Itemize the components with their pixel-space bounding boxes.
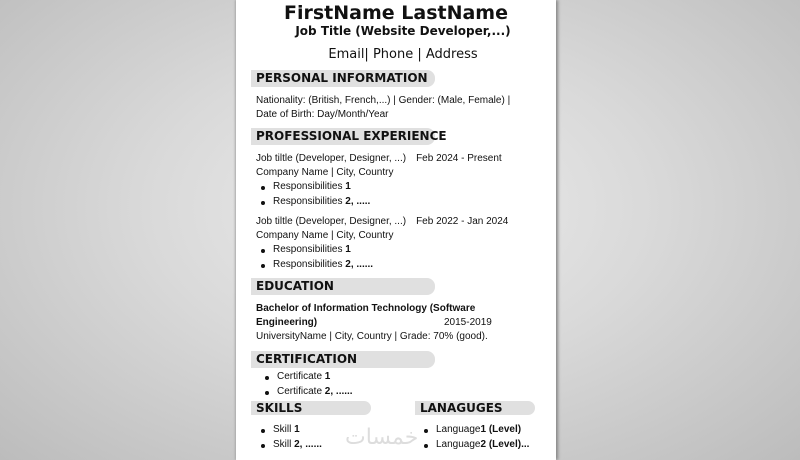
list-item: Responsibilities 2, ..... [256, 196, 370, 211]
section-certification: CERTIFICATION [251, 351, 435, 368]
section-personal-information: PERSONAL INFORMATION [251, 70, 435, 87]
skills-list [256, 424, 322, 453]
job-title: Job Title (Website Developer,...) [295, 24, 511, 38]
job-1-responsibilities [256, 181, 370, 210]
job-1-dates: Feb 2024 - Present [416, 153, 502, 164]
list-item: Responsibilities 1 [256, 244, 373, 259]
job-1-role: Job tiltle (Developer, Designer, ...) [256, 153, 407, 164]
personal-line-1: Nationality: (British, French,...) | Gender: (Male, Female) | [256, 95, 511, 106]
full-name: FirstName LastName [283, 2, 508, 24]
education-details: UniversityName | City, Country | Grade: 70% (good). [256, 331, 488, 342]
section-languages: LANAGUGES [415, 401, 535, 415]
personal-line-2: Date of Birth: Day/Month/Year [256, 109, 389, 120]
list-item: Certificate 1 [260, 371, 353, 386]
section-education: EDUCATION [251, 278, 435, 295]
job-2-responsibilities [256, 244, 373, 273]
list-item: Certificate 2, ...... [260, 386, 353, 401]
list-item: Responsibilities 1 [256, 181, 370, 196]
job-2-role: Job tiltle (Developer, Designer, ...) [256, 216, 407, 227]
resume-page [236, 0, 556, 460]
section-professional-experience: PROFESSIONAL EXPERIENCE [251, 128, 435, 145]
list-item: Skill 1 [256, 424, 322, 439]
languages-list [419, 424, 529, 453]
list-item: Skill 2, ...... [256, 439, 322, 454]
job-2-company: Company Name | City, Country [256, 230, 394, 241]
job-2-dates: Feb 2022 - Jan 2024 [416, 216, 509, 227]
education-years: 2015-2019 [444, 317, 492, 328]
section-skills: SKILLS [251, 401, 371, 415]
job-1-header [256, 153, 502, 164]
certification-list [260, 371, 353, 400]
list-item: Language1 (Level) [419, 424, 529, 439]
list-item: Language2 (Level)... [419, 439, 529, 454]
degree-line-2: Engineering) [256, 317, 318, 328]
list-item: Responsibilities 2, ...... [256, 259, 373, 274]
watermark-logo: خمسات [345, 425, 419, 450]
job-2-header [256, 216, 508, 227]
degree-line-1: Bachelor of Information Technology (Software [256, 303, 476, 314]
job-1-company: Company Name | City, Country [256, 167, 394, 178]
contact-line: Email| Phone | Address [328, 47, 478, 62]
